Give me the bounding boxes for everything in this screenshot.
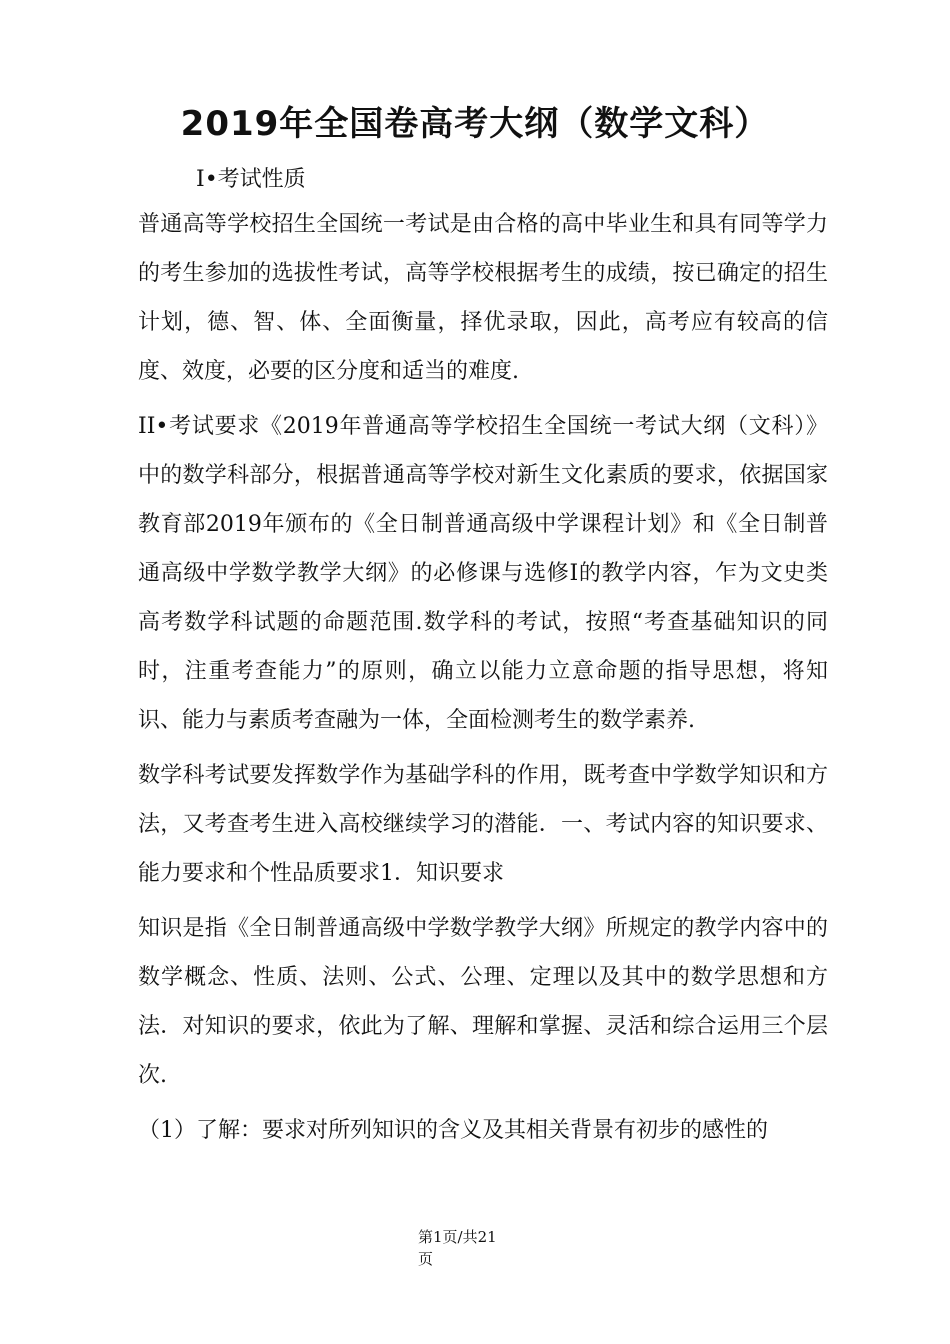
page-number-line-1: 第1页/共21 bbox=[418, 1228, 497, 1246]
paragraph-exam-nature: 普通高等学校招生全国统一考试是由合格的高中毕业生和具有同等学力的考生参加的选拔性考试，高等学校根据考生的成绩，按已确定的招生计划，德、智、体、全面衡量，择优录取，因此，高考应有较高的信度、效度，必要的区分度和适当的难度. bbox=[138, 212, 828, 384]
document-title: 2019年全国卷高考大纲（数学文科） bbox=[180, 104, 770, 144]
page-number-footer bbox=[418, 1226, 538, 1270]
paragraph-knowledge-definition: 知识是指《全日制普通高级中学数学教学大纲》所规定的教学内容中的数学概念、性质、法则、公式、公理、定理以及其中的数学思想和方法．对知识的要求，依此为了解、理解和掌握、灵活和综合运用三个层次. bbox=[138, 916, 828, 1088]
section-heading-exam-nature: I•考试性质 bbox=[196, 167, 306, 192]
paragraph-math-exam-role: 数学科考试要发挥数学作为基础学科的作用，既考查中学数学知识和方法，又考查考生进入高校继续学习的潜能．一、考试内容的知识要求、能力要求和个性品质要求1．知识要求 bbox=[138, 763, 828, 886]
page-number-line-2: 页 bbox=[418, 1250, 434, 1268]
document-body bbox=[138, 200, 828, 1155]
paragraph-understanding-level: （1）了解：要求对所列知识的含义及其相关背景有初步的感性的 bbox=[138, 1118, 768, 1143]
paragraph-exam-requirements: II•考试要求《2019年普通高等学校招生全国统一考试大纲（文科）》中的数学科部分，根据普通高等学校对新生文化素质的要求，依据国家教育部2019年颁布的《全日制普通高级中学课程计划》和《全日制普通高级中学数学教学大纲》的必修课与选修I的教学内容，乍为文史类高考数学科试题的命题范围.数学科的考试，按照“考查基础知识的同时，注重考查能力”的原则，确立以能力立意命题的指导思想，将知识、能力与素质考查融为一体，全面检测考生的数学素养. bbox=[138, 414, 828, 733]
